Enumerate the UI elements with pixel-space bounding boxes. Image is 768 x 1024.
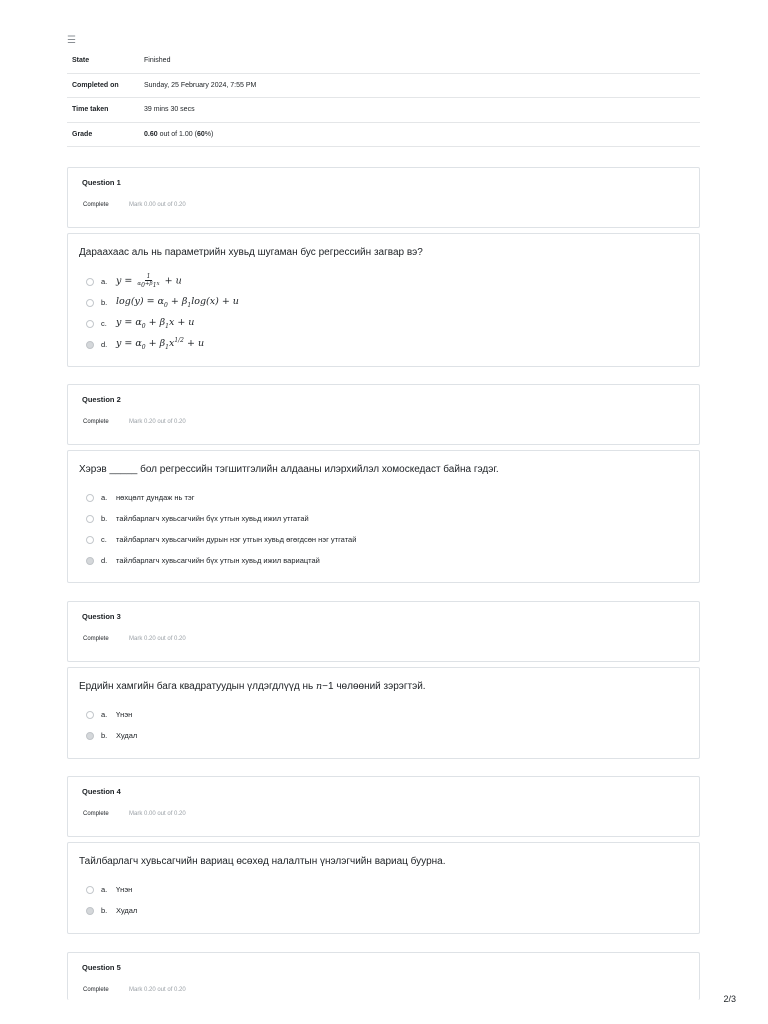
question-mark: Mark 0.00 out of 0.20 (129, 811, 186, 817)
answer-formula: $y = \alpha_0 + \beta_1x^{1/2} + u$ (116, 337, 205, 352)
answer-option-b[interactable] (86, 900, 137, 921)
summary-row-completed-on (67, 74, 700, 99)
question-mark: Mark 0.00 out of 0.20 (129, 202, 186, 208)
attempt-summary-table (67, 49, 700, 147)
answer-letter: b. (101, 731, 108, 740)
summary-row-state (67, 49, 700, 74)
answer-letter: a. (101, 710, 108, 719)
answer-letter: b. (101, 906, 108, 915)
summary-value: Sunday, 25 February 2024, 7:55 PM (144, 81, 257, 89)
answer-option-a[interactable] (86, 704, 137, 725)
page-number: 2/3 (723, 994, 736, 1004)
answer-text: Худал (116, 731, 138, 740)
question-info-1 (67, 167, 700, 228)
question-info-3 (67, 601, 700, 662)
radio-button[interactable] (86, 536, 94, 544)
answer-option-b[interactable] (86, 508, 356, 529)
answer-option-d[interactable] (86, 550, 356, 571)
answer-option-c[interactable] (86, 529, 356, 550)
question-mark: Mark 0.20 out of 0.20 (129, 419, 186, 425)
question-state: Complete (83, 202, 109, 208)
question-number: Question 3 (82, 612, 121, 621)
answer-list (86, 879, 137, 921)
question-state: Complete (83, 636, 109, 642)
summary-label: State (72, 57, 90, 65)
radio-button-selected[interactable] (86, 732, 94, 740)
answer-letter: d. (101, 556, 108, 565)
question-text: Хэрэв _____ бол регрессийн тэгшитгэлийн алдааны илэрхийлэл хомоскедаст байна гэдэг. (79, 464, 499, 475)
radio-button[interactable] (86, 515, 94, 523)
question-state: Complete (83, 811, 109, 817)
answer-letter: a. (101, 885, 108, 894)
answer-letter: d. (101, 340, 108, 349)
question-info-2 (67, 384, 700, 445)
radio-button[interactable] (86, 278, 94, 286)
question-content-1 (67, 233, 700, 367)
answer-formula: y = $\frac{1}{\alpha_0+\beta_1x}$ + u (116, 273, 182, 290)
question-math: n (316, 681, 323, 692)
answer-letter: a. (101, 493, 108, 502)
radio-button[interactable] (86, 886, 94, 894)
summary-label: Grade (72, 130, 93, 138)
answer-text: Худал (116, 906, 138, 915)
answer-formula: $\log(y) = \alpha_0 + \beta_1\log(x) + u$ (116, 296, 239, 309)
answer-option-b[interactable] (86, 292, 239, 313)
answer-letter: c. (101, 319, 107, 328)
radio-button[interactable] (86, 320, 94, 328)
answer-text: тайлбарлагч хувьсагчийн дурын нэг утгын хувьд өгөгдсөн нэг утгатай (116, 535, 357, 544)
question-content-3 (67, 667, 700, 759)
question-state: Complete (83, 987, 109, 993)
grade-percent-suffix: %) (204, 130, 214, 138)
question-mark: Mark 0.20 out of 0.20 (129, 636, 186, 642)
summary-row-time-taken (67, 98, 700, 123)
radio-button[interactable] (86, 299, 94, 307)
grade-score: 0.60 (144, 130, 158, 138)
summary-label: Time taken (72, 106, 109, 114)
summary-value: Finished (144, 57, 171, 65)
grade-out-of: out of 1.00 ( (157, 130, 197, 138)
answer-text: тайлбарлагч хувьсагчийн бүх утгын хувьд ижил утгатай (116, 514, 309, 523)
answer-letter: a. (101, 277, 108, 286)
grade-percent: 60 (196, 130, 205, 138)
answer-text: нөхцөлт дундаж нь тэг (116, 493, 195, 502)
question-content-2 (67, 450, 700, 583)
answer-option-c[interactable] (86, 313, 239, 334)
answer-option-a[interactable] (86, 271, 239, 292)
summary-row-grade (67, 123, 700, 148)
question-info-4 (67, 776, 700, 837)
answer-formula: $y = \alpha_0 + \beta_1x + u$ (116, 317, 195, 330)
answer-list (86, 271, 239, 355)
question-mark: Mark 0.20 out of 0.20 (129, 987, 186, 993)
question-content-4 (67, 842, 700, 934)
answer-list (86, 487, 356, 571)
question-state: Complete (83, 419, 109, 425)
answer-letter: c. (101, 535, 107, 544)
radio-button[interactable] (86, 494, 94, 502)
question-text-part: −1 чөлөөний зэрэгтэй. (322, 681, 426, 692)
answer-text: Үнэн (116, 710, 133, 719)
hamburger-menu-icon[interactable]: ☰ (67, 35, 76, 46)
summary-value (144, 131, 213, 138)
answer-option-a[interactable] (86, 879, 137, 900)
question-number: Question 4 (82, 787, 121, 796)
answer-letter: b. (101, 514, 108, 523)
question-text (79, 681, 426, 692)
answer-list (86, 704, 137, 746)
radio-button-selected[interactable] (86, 907, 94, 915)
summary-value: 39 mins 30 secs (144, 106, 195, 114)
answer-letter: b. (101, 298, 108, 307)
answer-text: тайлбарлагч хувьсагчийн бүх утгын хувьд ижил вариацтай (116, 556, 320, 565)
summary-label: Completed on (72, 81, 119, 89)
question-text-part: Ердийн хамгийн бага квадратуудын үлдэгдлүүд нь (79, 681, 317, 692)
question-number: Question 2 (82, 395, 121, 404)
radio-button[interactable] (86, 711, 94, 719)
radio-button-selected[interactable] (86, 557, 94, 565)
radio-button-selected[interactable] (86, 341, 94, 349)
answer-option-b[interactable] (86, 725, 137, 746)
question-text: Тайлбарлагч хувьсагчийн вариац өсөхөд налалтын үнэлэгчийн вариац буурна. (79, 856, 446, 867)
question-number: Question 5 (82, 963, 121, 972)
question-text: Дараахаас аль нь параметрийн хувьд шугаман бус регрессийн загвар вэ? (79, 247, 423, 258)
answer-text: Үнэн (116, 885, 133, 894)
question-info-5 (67, 952, 700, 1000)
answer-option-d[interactable] (86, 334, 239, 355)
question-number: Question 1 (82, 178, 121, 187)
answer-option-a[interactable] (86, 487, 356, 508)
